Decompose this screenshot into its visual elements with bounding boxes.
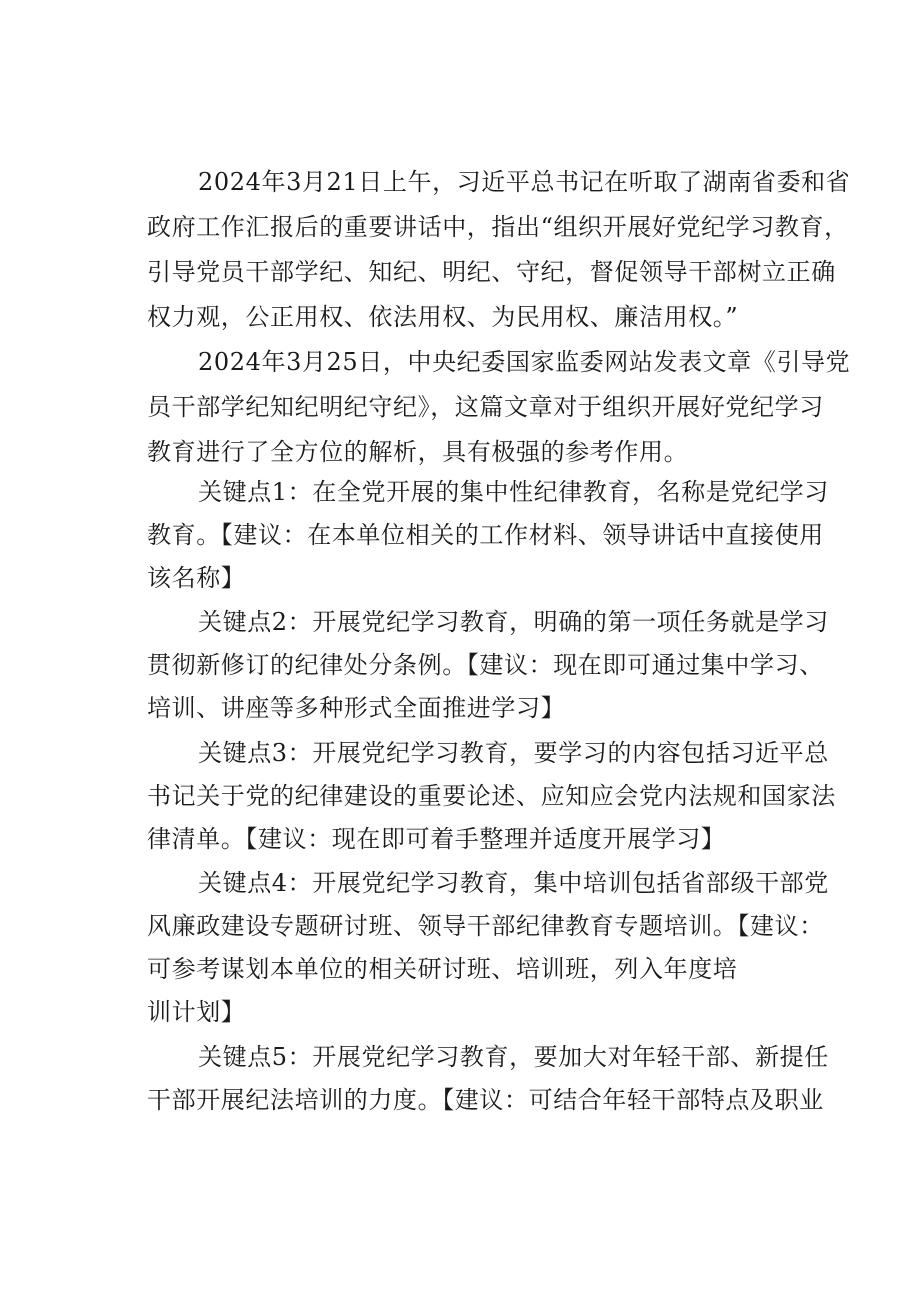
text-line: 2024年3月25日，中央纪委国家监委网站发表文章《引导党 <box>198 348 851 376</box>
text-line: 风廉政建设专题研讨班、领导干部纪律教育专题培训。【建议： <box>147 912 824 940</box>
text-line: 引导党员干部学纪、知纪、明纪、守纪，督促领导干部树立正确 <box>147 258 836 286</box>
text-line: 该名称】 <box>147 564 246 592</box>
text-line: 可参考谋划本单位的相关研讨班、培训班，列入年度培 <box>147 955 738 983</box>
text-line: 关键点1：在全党开展的集中性纪律教育，名称是党纪学习 <box>198 478 829 506</box>
text-line: 书记关于党的纪律建设的重要论述、应知应会党内法规和国家法 <box>147 782 836 810</box>
text-line: 权力观，公正用权、依法用权、为民用权、廉洁用权。” <box>147 303 739 331</box>
text-line: 律清单。【建议：现在即可着手整理并适度开展学习】 <box>147 825 726 853</box>
text-line: 员干部学纪知纪明纪守纪》，这篇文章对于组织开展好党纪学习 <box>147 393 824 421</box>
text-line: 关键点3：开展党纪学习教育，要学习的内容包括习近平总 <box>198 739 829 767</box>
text-line: 政府工作汇报后的重要讲话中，指出“组织开展好党纪学习教育， <box>147 213 849 241</box>
text-line: 贯彻新修订的纪律处分条例。【建议：现在即可通过集中学习、 <box>147 651 824 679</box>
text-line: 关键点2：开展党纪学习教育，明确的第一项任务就是学习 <box>198 608 829 636</box>
text-line: 干部开展纪法培训的力度。【建议：可结合年轻干部特点及职业 <box>147 1086 824 1114</box>
text-line: 教育进行了全方位的解析，具有极强的参考作用。 <box>147 438 689 466</box>
text-line: 关键点5：开展党纪学习教育，要加大对年轻干部、新提任 <box>198 1043 829 1071</box>
text-line: 教育。【建议：在本单位相关的工作材料、领导讲话中直接使用 <box>147 521 824 549</box>
text-line: 2024年3月21日上午，习近平总书记在听取了湖南省委和省 <box>198 168 851 196</box>
text-line: 关键点4：开展党纪学习教育，集中培训包括省部级干部党 <box>198 869 829 897</box>
text-line: 培训、讲座等多种形式全面推进学习】 <box>147 694 566 722</box>
text-line: 训计划】 <box>147 998 246 1026</box>
